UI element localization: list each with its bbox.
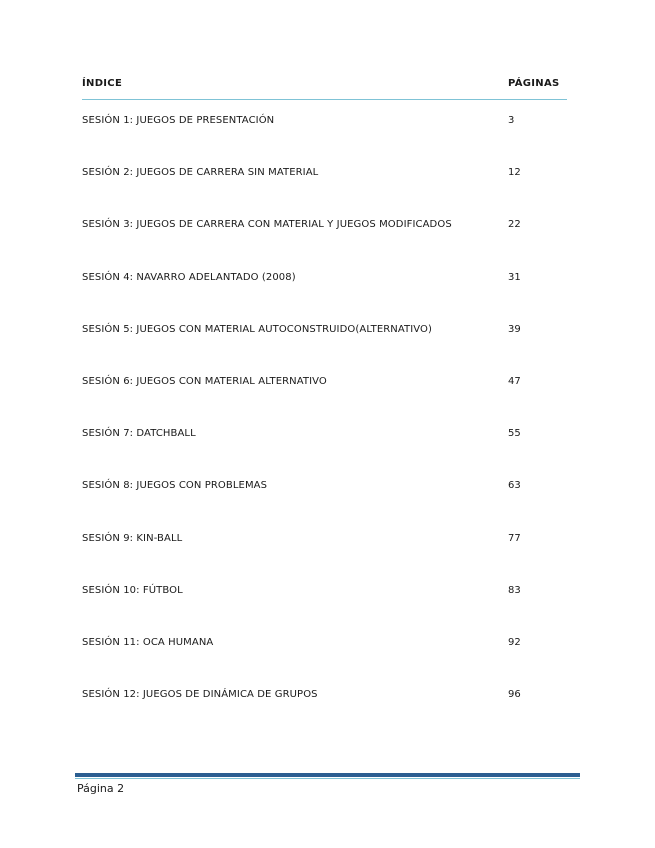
toc-entry-title: SESIÓN 3: JUEGOS DE CARRERA CON MATERIAL Y JUEGOS MODIFICADOS <box>82 219 452 231</box>
toc-entry-page: 77 <box>508 532 521 544</box>
toc-entry-page: 92 <box>508 636 521 648</box>
toc-entry-page: 83 <box>508 584 521 596</box>
footer-divider-thin <box>75 778 580 779</box>
toc-entry <box>82 637 567 689</box>
toc-entry-title: SESIÓN 2: JUEGOS DE CARRERA SIN MATERIAL <box>82 167 319 179</box>
pages-heading: PÁGINAS <box>508 78 560 89</box>
toc-entry-page: 22 <box>508 219 521 231</box>
toc-entry <box>82 689 567 741</box>
toc-entry-page: 63 <box>508 480 521 492</box>
toc-entry-page: 12 <box>508 167 521 179</box>
toc-entry-page: 39 <box>508 323 521 335</box>
toc-entry <box>82 272 567 324</box>
toc-entry-title: SESIÓN 4: NAVARRO ADELANTADO (2008) <box>82 271 296 283</box>
toc-entry-title: SESIÓN 7: DATCHBALL <box>82 428 196 440</box>
toc-entry <box>82 219 567 271</box>
toc-header <box>82 76 567 100</box>
toc-entry-title: SESIÓN 9: KIN-BALL <box>82 532 183 544</box>
toc-list <box>82 115 567 741</box>
page-number: Página 2 <box>77 782 125 795</box>
toc-entry-page: 31 <box>508 271 521 283</box>
index-heading: ÍNDICE <box>82 78 123 89</box>
toc-entry <box>82 428 567 480</box>
header-divider <box>82 99 567 100</box>
toc-entry-title: SESIÓN 10: FÚTBOL <box>82 584 183 596</box>
footer-divider-thick <box>75 773 580 777</box>
toc-entry-title: SESIÓN 1: JUEGOS DE PRESENTACIÓN <box>82 115 275 126</box>
toc-entry-page: 47 <box>508 375 521 387</box>
toc-entry-title: SESIÓN 12: JUEGOS DE DINÁMICA DE GRUPOS <box>82 689 318 701</box>
toc-entry <box>82 115 567 167</box>
toc-entry <box>82 585 567 637</box>
toc-entry <box>82 167 567 219</box>
toc-entry-page: 55 <box>508 428 521 440</box>
toc-entry <box>82 533 567 585</box>
toc-entry-title: SESIÓN 6: JUEGOS CON MATERIAL ALTERNATIVO <box>82 375 327 387</box>
toc-entry-page: 3 <box>508 115 515 126</box>
toc-entry-title: SESIÓN 11: OCA HUMANA <box>82 636 214 648</box>
toc-entry <box>82 480 567 532</box>
toc-entry <box>82 324 567 376</box>
toc-entry <box>82 376 567 428</box>
toc-entry-title: SESIÓN 8: JUEGOS CON PROBLEMAS <box>82 480 268 492</box>
toc-entry-page: 96 <box>508 689 521 701</box>
toc-entry-title: SESIÓN 5: JUEGOS CON MATERIAL AUTOCONSTRUIDO(ALTERNATIVO) <box>82 323 433 335</box>
